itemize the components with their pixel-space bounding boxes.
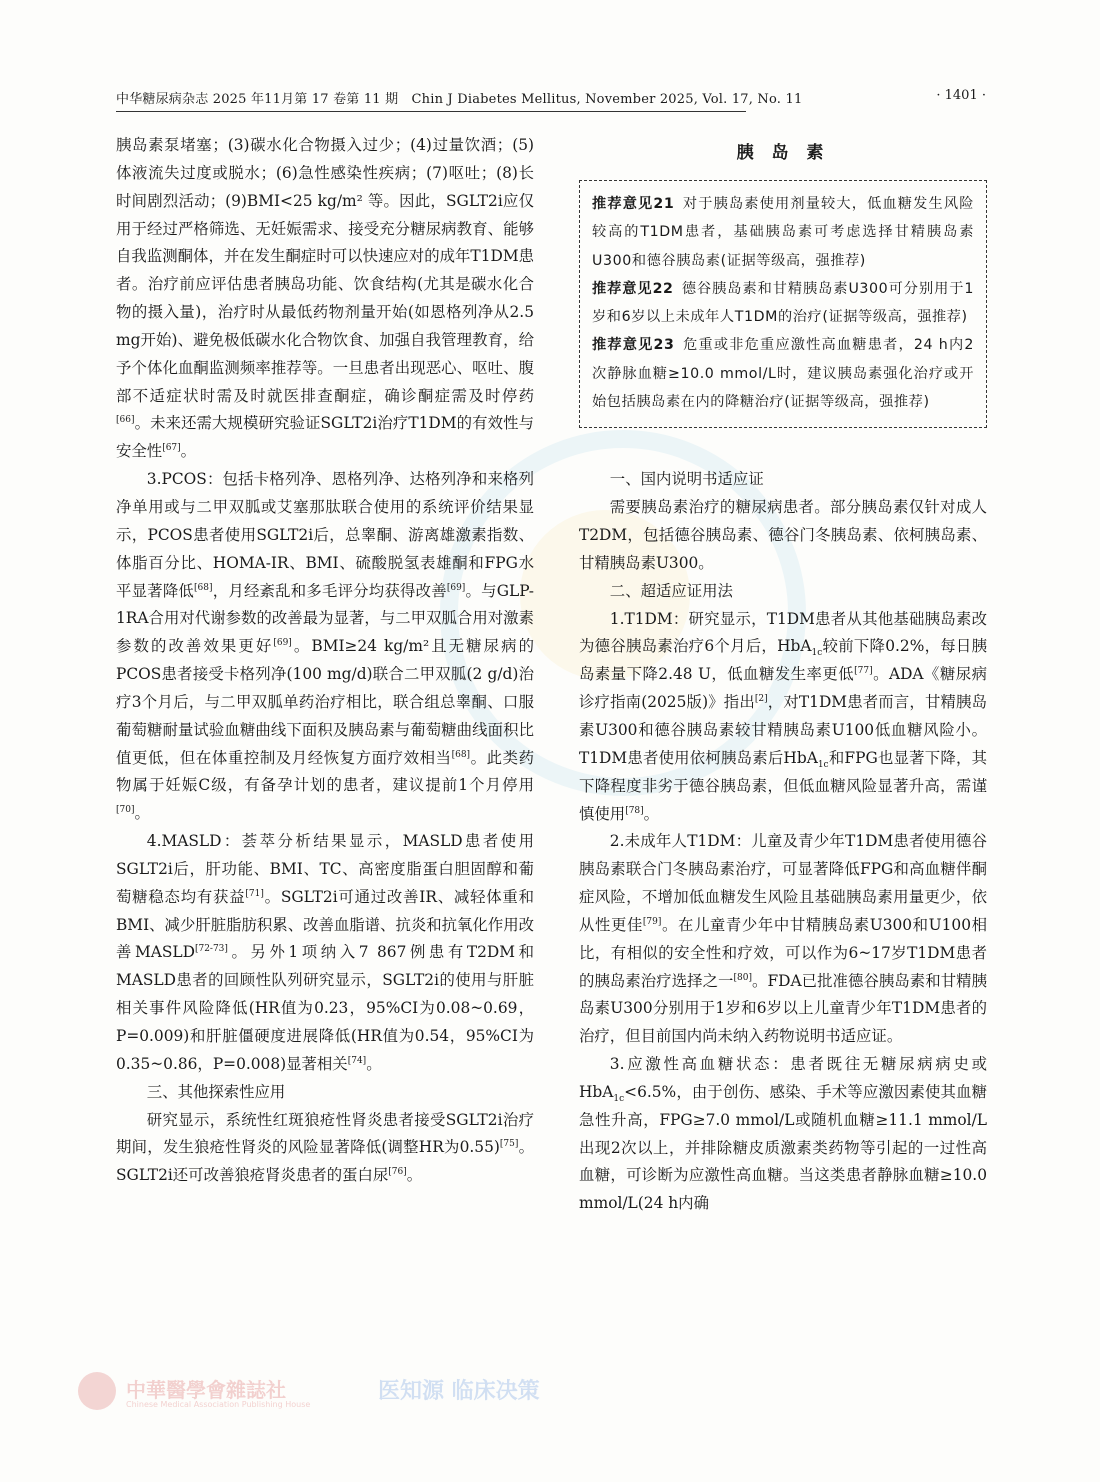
paragraph-sglt2i-risk: 胰岛素泵堵塞；(3)碳水化合物摄入过少；(4)过量饮酒；(5)体液流失过度或脱水；(6)急性感染性疾病；(7)呕吐；(8)长时间剧烈活动；(9)BMI<25 kg/m² 等。因此，SGLT2i应仅用于经过严格筛选、无妊娠需求、接受充分糖尿病教育、能够自我监测酮体，并在发生酮症时可以快速应对的成年T1DM患者。治疗前应评估患者胰岛功能、饮食结构(尤其是碳水化合物的摄入量)，治疗时从最低药物剂量开始(如恩格列净从2.5 mg开始)、避免极低碳水化合物饮食、加强自我管理教育，给予个体化血酮监测频率推荐等。一旦患者出现恶心、呕吐、腹部不适症状时需及时就医排查酮症，确诊酮症需及时停药[66]。未来还需大规模研究验证SGLT2i治疗T1DM的有效性与安全性[67]。	[116, 136, 534, 461]
paragraph-stress-hyperglycemia: 3.应激性高血糖状态：患者既往无糖尿病病史或HbA$_{1c}$<6.5%，由于创伤、感染、手术等应激因素使其血糖急性升高，FPG≥7.0 mmol/L或随机血糖≥11.1 mmol/L出现2次以上，并排除糖皮质激素类药物等引起的一过性高血糖，可诊断为应激性高血糖。当这类患者静脉血糖≥10.0 mmol/L(24 h内确	[579, 1055, 987, 1213]
recommendation-box	[579, 180, 987, 428]
paragraph-masld: 4.MASLD：荟萃分析结果显示，MASLD患者使用SGLT2i后，肝功能、BMI、TC、高密度脂蛋白胆固醇和葡萄糖稳态均有获益[71]。SGLT2i可通过改善IR、减轻体重和BMI、减少肝脏脂肪积累、改善血脂谱、抗炎和抗氧化作用改善MASLD[72-73]。另外1项纳入7 867例患有T2DM和MASLD患者的回顾性队列研究显示，SGLT2i的使用与肝脏相关事件风险降低(HR值为0.23，95%CI为0.08~0.69，P=0.009)和肝脏僵硬度进展降低(HR值为0.54，95%CI为0.35~0.86，P=0.008)显著相关[74]。	[116, 832, 534, 1073]
citation-ref[interactable]: [68]	[451, 749, 471, 760]
citation-ref[interactable]: [74]	[347, 1055, 367, 1066]
recommendation-23: 推荐意见23 危重或非危重应激性高血糖患者，24 h内2次静脉血糖≥10.0 mmol/L时，建议胰岛素强化治疗或开始包括胰岛素在内的降糖治疗(证据等级高，强推荐)	[592, 337, 974, 411]
section-heading-offlabel: 二、超适应证用法	[609, 581, 733, 600]
flower-icon	[78, 1372, 116, 1410]
paragraph-pcos: 3.PCOS：包括卡格列净、恩格列净、达格列净和来格列净单用或与二甲双胍或艾塞那肽联合使用的系统评价结果显示，PCOS患者使用SGLT2i后，总睾酮、游离雄激素指数、体脂百分比、HOMA-IR、BMI、硫酸脱氢表雄酮和FPG水平显著降低[68]，月经紊乱和多毛评分均获得改善[69]。与GLP-1RA合用对代谢参数的改善最为显著，与二甲双胍合用对激素参数的改善效果更好[69]。BMI≥24 kg/m²且无糖尿病的PCOS患者接受卡格列净(100 mg/d)联合二甲双胍(2 g/d)治疗3个月后，与二甲双胍单药治疗相比，联合组总睾酮、口服葡萄糖耐量试验血糖曲线下面积及胰岛素与葡萄糖曲线面积比值更低，但在体重控制及月经恢复方面疗效相当[68]。此类药物属于妊娠C级，有备孕计划的患者，建议提前1个月停用[70]。	[116, 470, 534, 823]
citation-ref[interactable]: [78]	[625, 805, 644, 816]
citation-ref[interactable]: [71]	[245, 888, 264, 899]
section-heading-other: 三、其他探索性应用	[146, 1082, 286, 1101]
page-number: · 1401 ·	[936, 88, 986, 103]
section-title-insulin: 胰 岛 素	[736, 143, 830, 163]
paragraph-pediatric: 2.未成年人T1DM：儿童及青少年T1DM患者使用德谷胰岛素联合门冬胰岛素治疗，可显著降低FPG和高血糖伴酮症风险，不增加低血糖发生风险且基础胰岛素用量更少，依从性更佳[79]。在儿童青少年中甘精胰岛素U300和U100相比，有相似的安全性和疗效，可以作为6~17岁T1DM患者的胰岛素治疗选择之一[80]。FDA已批准德谷胰岛素和甘精胰岛素U300分别用于1岁和6岁以上儿童青少年T1DM患者的治疗，但目前国内尚未纳入药物说明书适应证。	[579, 832, 987, 1046]
citation-ref[interactable]: [69]	[446, 582, 466, 593]
left-column	[116, 132, 534, 1190]
citation-ref[interactable]: [79]	[642, 916, 662, 927]
citation-ref[interactable]: [68]	[194, 582, 213, 593]
paragraph-lupus: 研究显示，系统性红斑狼疮性肾炎患者接受SGLT2i治疗期间，发生狼疮性肾炎的风险显著降低(调整HR为0.55)[75]。SGLT2i还可改善狼疮肾炎患者的蛋白尿[76]。	[116, 1110, 534, 1185]
citation-ref[interactable]: [75]	[499, 1139, 519, 1150]
section-heading-indications: 一、国内说明书适应证	[609, 470, 764, 489]
journal-citation: 中华糖尿病杂志 2025 年11月第 17 卷第 11 期 Chin J Diabetes Mellitus, November 2025, Vol. 17, No. 11	[116, 92, 803, 107]
citation-ref[interactable]: [72-73]	[194, 944, 228, 955]
recommendation-21: 推荐意见21 对于胰岛素使用剂量较大，低血糖发生风险较高的T1DM患者，基础胰岛素可考虑选择甘精胰岛素U300和德谷胰岛素(证据等级高，强推荐)	[592, 196, 974, 269]
citation-ref[interactable]: [2]	[754, 694, 768, 704]
running-header	[116, 88, 986, 110]
citation-ref[interactable]: [69]	[273, 638, 292, 649]
citation-ref[interactable]: [70]	[116, 805, 135, 816]
right-column	[579, 138, 987, 1218]
citation-ref[interactable]: [77]	[854, 666, 873, 677]
citation-ref[interactable]: [66]	[116, 415, 135, 426]
paragraph-indications: 需要胰岛素治疗的糖尿病患者。部分胰岛素仅针对成人T2DM，包括德谷胰岛素、德谷门冬胰岛素、依柯胰岛素、甘精胰岛素U300。	[579, 498, 987, 572]
publisher-logo: 中華醫學會雜誌社 Chinese Medical Association Publishing House 医知源 临床决策	[78, 1372, 508, 1412]
citation-ref[interactable]: [67]	[162, 443, 181, 454]
paragraph-t1dm: 1.T1DM：研究显示，T1DM患者从其他基础胰岛素改为德谷胰岛素治疗6个月后，HbA$_{1c}$较前下降0.2%，每日胰岛素量下降2.48 U，低血糖发生率更低[77]。ADA《糖尿病诊疗指南(2025版)》指出[2]，对T1DM患者而言，甘精胰岛素U300和德谷胰岛素较甘精胰岛素U100低血糖风险小。T1DM患者使用依柯胰岛素后HbA$_{1c}$和FPG也显著下降，其下降程度非劣于德谷胰岛素，但低血糖风险显著升高，需谨慎使用[78]。	[579, 609, 987, 823]
header-rule	[116, 111, 746, 112]
citation-ref[interactable]: [76]	[388, 1167, 407, 1178]
recommendation-22: 推荐意见22 德谷胰岛素和甘精胰岛素U300可分别用于1岁和6岁以上未成年人T1DM的治疗(证据等级高，强推荐)	[592, 280, 974, 326]
citation-ref[interactable]: [80]	[733, 972, 752, 983]
